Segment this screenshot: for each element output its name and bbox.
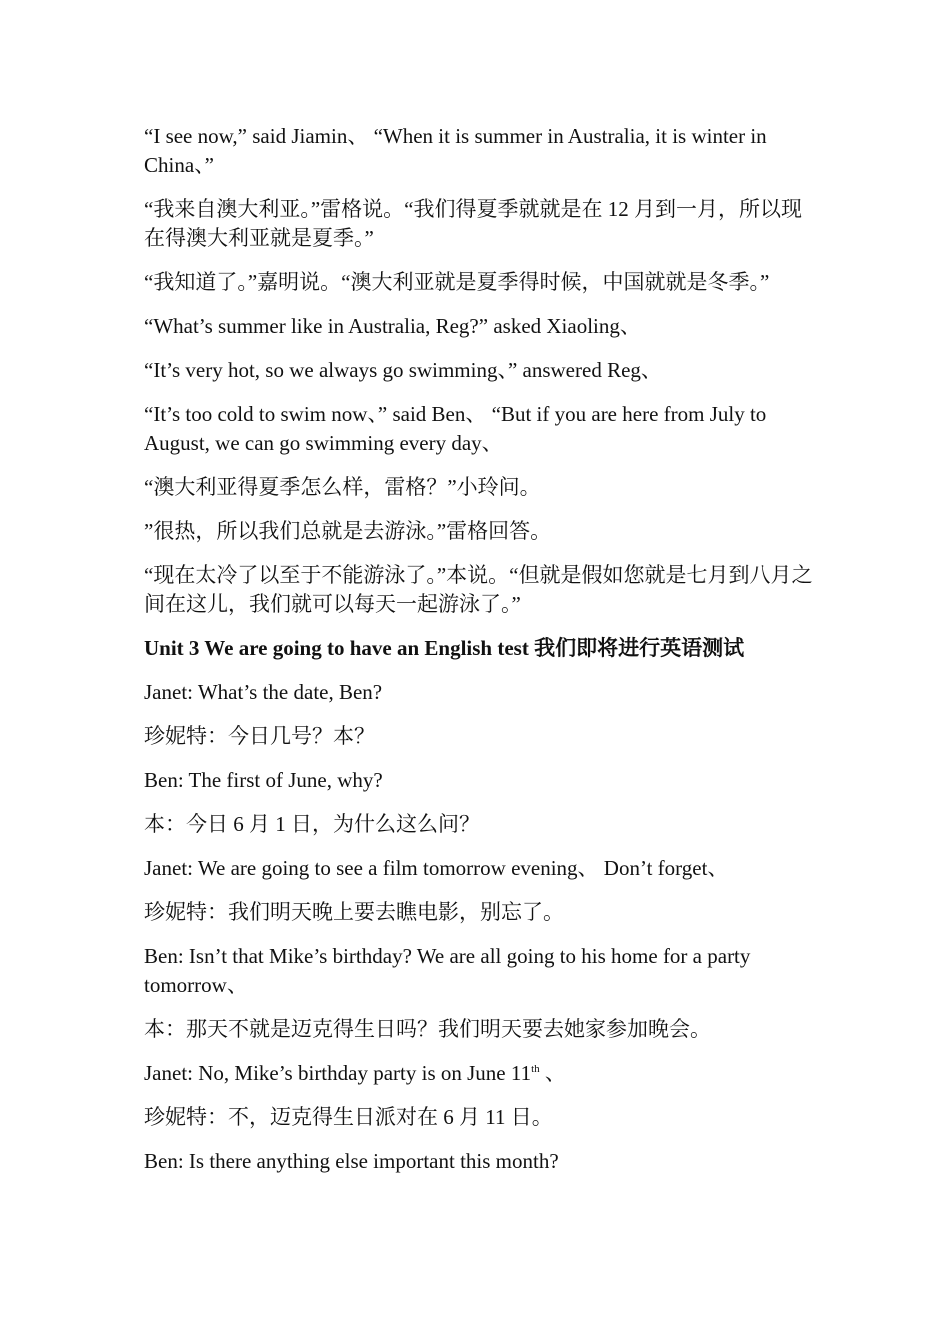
paragraph-reg-cn: “我来自澳大利亚。”雷格说。“我们得夏季就就是在 12 月到一月，所以现在得澳大利亚就是夏季。” xyxy=(144,197,802,250)
dialogue-text: Janet: No, Mike’s birthday party is on June 11 xyxy=(144,1061,532,1085)
paragraph-xiaoling-en: “What’s summer like in Australia, Reg?” asked Xiaoling、 xyxy=(144,314,641,338)
dialogue-line: Ben: Is there anything else important this month? xyxy=(144,1149,559,1173)
paragraph-reg-answer-cn: ”很热，所以我们总就是去游泳。”雷格回答。 xyxy=(144,519,552,543)
paragraph-jiamin-en: “I see now,” said Jiamin、 “When it is summer in Australia, it is winter in China、” xyxy=(144,124,767,177)
dialogue-line: 珍妮特：今日几号？本？ xyxy=(144,724,375,748)
paragraph-reg-answer-en: “It’s very hot, so we always go swimming、” answered Reg、 xyxy=(144,358,662,382)
dialogue-line: 本：今日 6 月 1 日，为什么这么问？ xyxy=(144,812,480,836)
dialogue-line: Ben: The first of June, why? xyxy=(144,768,383,792)
unit-heading: Unit 3 We are going to have an English test 我们即将进行英语测试 xyxy=(144,636,745,660)
document-body xyxy=(144,122,814,1191)
paragraph-ben-en: “It’s too cold to swim now、” said Ben、 “But if you are here from July to August, we can go swimming every day、 xyxy=(144,402,767,455)
dialogue-line: 本：那天不就是迈克得生日吗？我们明天要去她家参加晚会。 xyxy=(144,1017,711,1041)
dialogue-line-birthday-date xyxy=(144,1059,814,1088)
dialogue-line: Ben: Isn’t that Mike’s birthday? We are all going to his home for a party tomorrow、 xyxy=(144,944,751,997)
dialogue-line: 珍妮特：我们明天晚上要去瞧电影，别忘了。 xyxy=(144,900,564,924)
paragraph-xiaoling-cn: “澳大利亚得夏季怎么样，雷格？”小玲问。 xyxy=(144,475,541,499)
dialogue-line: 珍妮特：不，迈克得生日派对在 6 月 11 日。 xyxy=(144,1105,553,1129)
ordinal-suffix: th xyxy=(531,1063,540,1075)
dialogue-text-end: 、 xyxy=(539,1061,566,1085)
dialogue-line: Janet: What’s the date, Ben? xyxy=(144,680,383,704)
paragraph-jiamin-cn: “我知道了。”嘉明说。“澳大利亚就是夏季得时候，中国就就是冬季。” xyxy=(144,270,770,294)
dialogue-line: Janet: We are going to see a film tomorrow evening、 Don’t forget、 xyxy=(144,856,729,880)
paragraph-ben-cn: “现在太冷了以至于不能游泳了。”本说。“但就是假如您就是七月到八月之间在这儿，我们就可以每天一起游泳了。” xyxy=(144,563,813,616)
